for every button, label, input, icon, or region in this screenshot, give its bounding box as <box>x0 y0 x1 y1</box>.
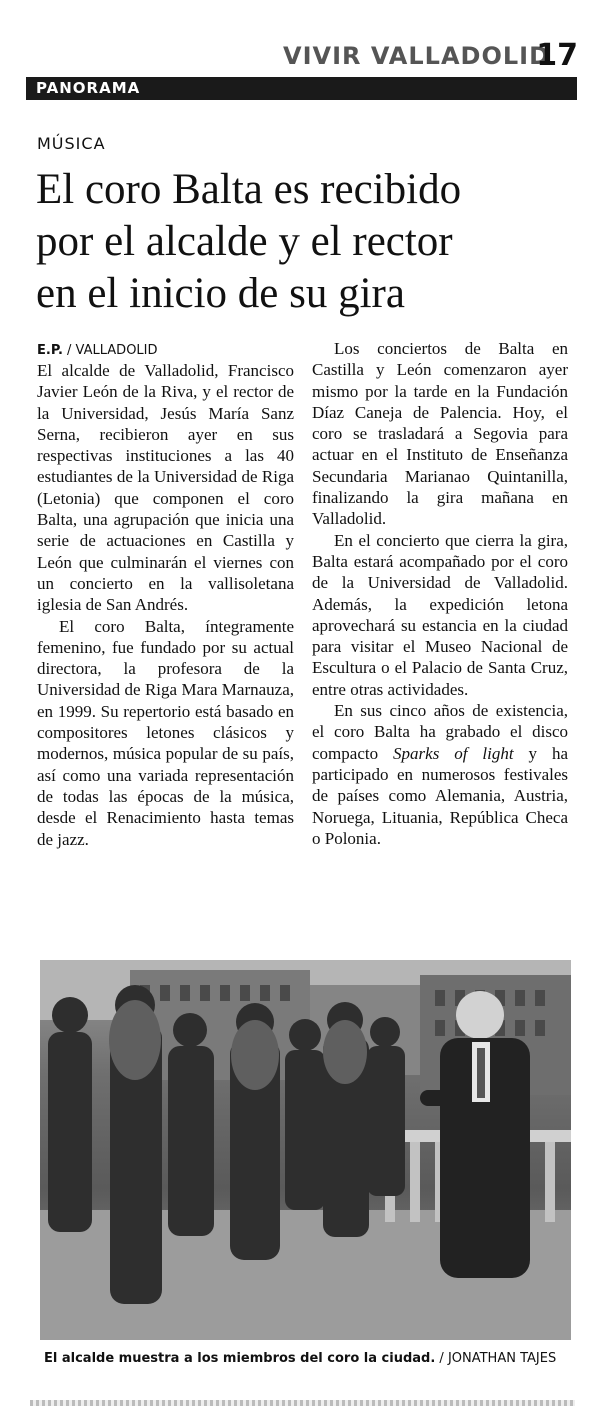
bottom-scan-edge <box>30 1400 575 1406</box>
photo-illustration <box>40 960 571 1340</box>
photo-credit: / JONATHAN TAJES <box>435 1351 557 1366</box>
headline-line: por el alcalde y el rector <box>36 218 453 265</box>
masthead <box>0 38 578 76</box>
headline-line: El coro Balta es recibido <box>36 166 462 213</box>
photo-caption <box>44 1351 584 1366</box>
paragraph <box>312 700 568 849</box>
article-column-2 <box>312 338 568 849</box>
byline-location: / VALLADOLID <box>62 343 158 358</box>
article-column-1 <box>37 360 294 850</box>
page-number: 17 <box>536 38 578 73</box>
paragraph: En el concierto que cierra la gira, Balta estará acompañado por el coro de la Universidad de Valladolid. Además, la expedición letona aprovechará su estancia en la ciudad para visitar el Museo Nacional de Escultura o el Palacio de Santa Cruz, entre otras actividades. <box>312 530 568 699</box>
publication-title: VIVIR VALLADOLID <box>283 42 550 70</box>
paragraph: Los conciertos de Balta en Castilla y León comenzaron ayer mismo por la tarde en la Fundación Díaz Caneja de Palencia. Hoy, el coro se trasladará a Segovia para actuar en el Instituto de Enseñanza Secundaria Marianao Quintanilla, finalizando la gira mañana en Valladolid. <box>312 339 568 529</box>
paragraph: El coro Balta, íntegramente femenino, fue fundado por su actual directora, la profesora de la Universidad de Riga Mara Marnauza, en 1999. Su repertorio está basado en compositores letones clásicos y modernos, música popular de su país, así como una variada representación de todas las épocas de la música, desde el Renacimiento hasta temas de jazz. <box>37 616 294 849</box>
article-photo <box>40 960 571 1340</box>
byline-agency: E.P. <box>37 343 63 358</box>
caption-text: El alcalde muestra a los miembros del coro la ciudad. <box>44 1351 436 1366</box>
article-kicker: MÚSICA <box>37 134 106 153</box>
article-headline <box>36 164 576 320</box>
paragraph-text: En sus cinco años de existencia, el coro Balta ha grabado el disco compacto <box>312 701 568 763</box>
byline <box>37 343 158 358</box>
headline-line: en el inicio de su gira <box>36 270 405 317</box>
paragraph-text: y ha participado en numerosos festivales de países como Alemania, Austria, Noruega, Lituania, República Checa o Polonia. <box>312 743 568 848</box>
paragraph: El alcalde de Valladolid, Francisco Javier León de la Riva, y el rector de la Universidad, Jesús María Sanz Serna, recibieron ayer en sus respectivas instituciones a las 40 estudiantes de la Universidad de Riga (Letonia) que componen el coro Balta, una agrupación que inicia una serie de actuaciones en Castilla y León que culminarán el viernes con un concierto en la vallisoletana iglesia de San Andrés. <box>37 361 294 615</box>
album-title: Sparks of light <box>393 743 514 763</box>
section-header: PANORAMA <box>26 77 577 100</box>
